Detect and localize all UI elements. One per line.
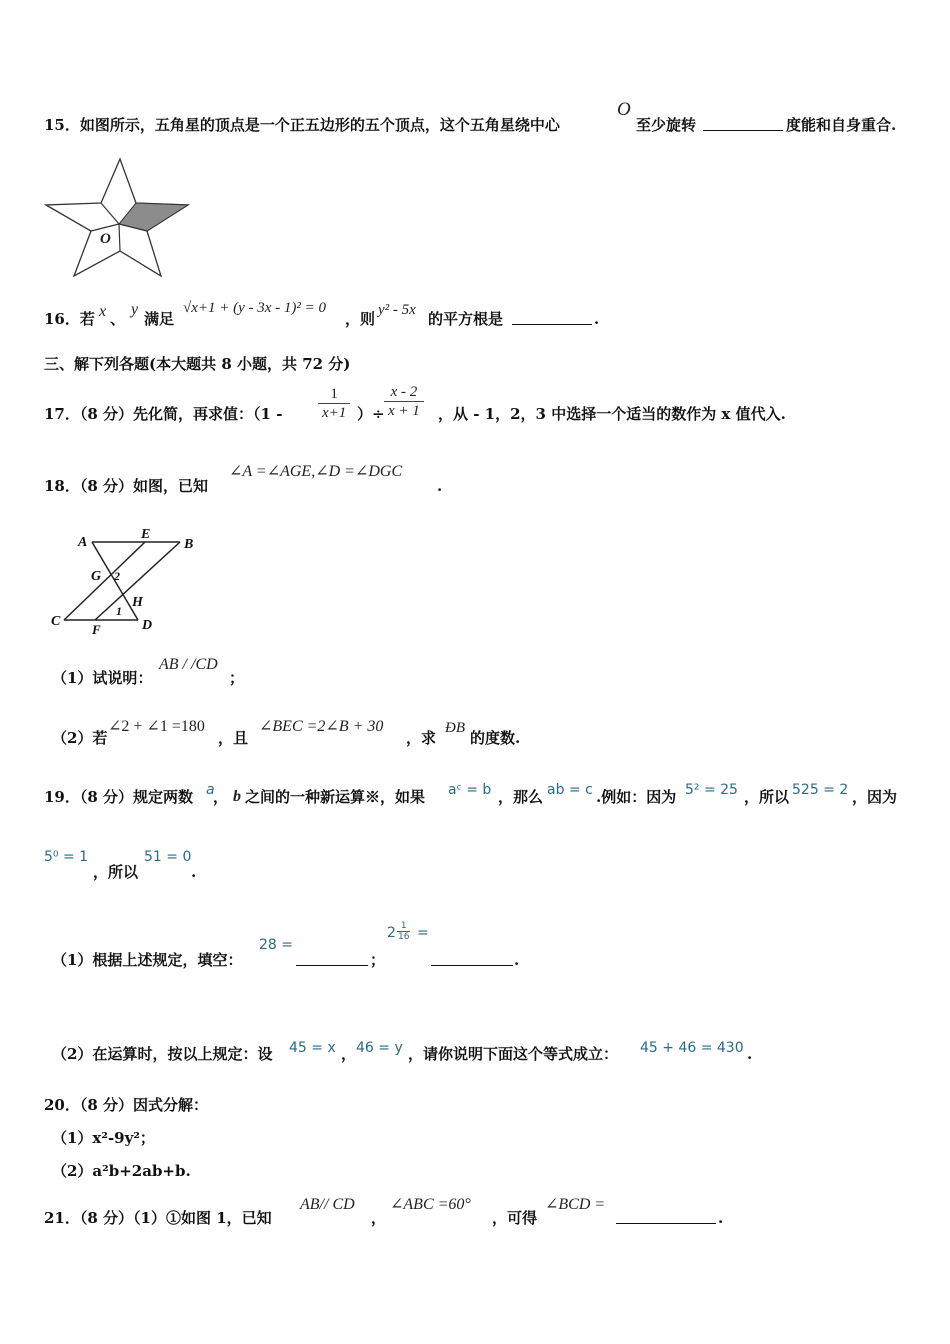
q18-part2-expr-3: ÐB bbox=[445, 720, 465, 736]
q17-paren-close: ）÷ bbox=[357, 405, 385, 423]
q19-var-b: b bbox=[233, 788, 241, 805]
q18-part1-text: （1）试说明： bbox=[52, 669, 153, 687]
q17-frac2-numerator: x - 2 bbox=[384, 383, 424, 402]
q20-text-1: 20．（8 分）因式分解： bbox=[44, 1096, 209, 1114]
q18-part2-expr-1: ∠2 + ∠1 =180 bbox=[108, 718, 205, 735]
q19-text-1: 19．（8 分）规定两数 bbox=[44, 788, 194, 806]
q19-part1-end: . bbox=[514, 951, 520, 969]
fig18-label-B: B bbox=[184, 537, 194, 552]
q19-text-3: ，那么 bbox=[498, 788, 544, 806]
q19-end: . bbox=[191, 863, 197, 881]
q16-answer-blank[interactable] bbox=[512, 310, 592, 325]
q19-cond-2: ab = c bbox=[547, 782, 593, 798]
q16-text-3: ，则 bbox=[345, 310, 376, 328]
fig18-label-F: F bbox=[92, 622, 101, 637]
q19-example-4: 51 = 0 bbox=[144, 849, 192, 865]
q19-part2-text-1: （2）在运算时，按以上规定：设 bbox=[52, 1045, 273, 1063]
fig18-label-1: 1 bbox=[116, 604, 122, 618]
q19-part1-expr-2-numerator: 1 bbox=[397, 921, 410, 932]
q19-part2-expr-3: 45 + 46 = 430 bbox=[640, 1040, 744, 1056]
fig18-label-D: D bbox=[142, 618, 153, 633]
q18-end: . bbox=[437, 477, 443, 495]
q19-var-a: a bbox=[206, 782, 215, 798]
q19-part1-expr-2-equals: = bbox=[417, 925, 429, 941]
q19-part1-expr-2-base: 2 bbox=[387, 925, 396, 941]
q16-text-4: 的平方根是 bbox=[428, 310, 504, 328]
q18-part1-expr: AB / /CD bbox=[159, 656, 218, 673]
q21-text-1: 21．（8 分）（1）①如图 1，已知 bbox=[44, 1209, 272, 1227]
q16-var-y: y bbox=[131, 301, 139, 318]
q19-example-3: 5⁰ = 1 bbox=[44, 849, 89, 865]
q16-equation: √x+1 + (y - 3x - 1)² = 0 bbox=[183, 300, 327, 316]
fig18-label-G: G bbox=[91, 569, 102, 584]
q19-text-4: .例如：因为 bbox=[596, 788, 677, 806]
q19-part2-text-2: ，请你说明下面这个等式成立： bbox=[408, 1045, 619, 1063]
q18-part2-text-4: 的度数. bbox=[470, 729, 521, 747]
q19-text-6: ，因为 bbox=[852, 788, 898, 806]
q19-text-2: 之间的一种新运算※，如果 bbox=[245, 788, 426, 806]
q18-text-1: 18．（8 分）如图，已知 bbox=[44, 477, 209, 495]
q16-end: . bbox=[594, 310, 600, 328]
q17-frac2-denominator: x + 1 bbox=[388, 403, 420, 419]
q21-expr-3: ∠BCD = bbox=[545, 1196, 606, 1213]
q17-fraction-2 bbox=[384, 383, 424, 420]
q19-text-5: ，所以 bbox=[744, 788, 790, 806]
q19-comma: ， bbox=[213, 788, 229, 806]
q19-part1-expr-1: 28 = bbox=[259, 937, 293, 953]
q19-part1-blank-1[interactable] bbox=[296, 951, 368, 966]
q17-text-2: ，从 - 1，2，3 中选择一个适当的数作为 x 值代入. bbox=[438, 405, 786, 423]
fig18-label-2: 2 bbox=[114, 569, 120, 583]
q15-text-3: 度能和自身重合. bbox=[786, 116, 897, 134]
q20-part1: （1）x²-9y²； bbox=[52, 1129, 155, 1147]
q19-part1-separator: ； bbox=[370, 951, 386, 969]
fig18-label-H: H bbox=[132, 595, 143, 610]
q17-fraction-1 bbox=[318, 385, 350, 422]
q17-frac1-numerator: 1 bbox=[318, 385, 350, 404]
q19-part2-expr-1: 45 = x bbox=[289, 1040, 336, 1056]
q19-text-7: ，所以 bbox=[93, 863, 139, 881]
q21-expr-1: AB// CD bbox=[300, 1196, 355, 1213]
q18-part2-expr-2: ∠BEC =2∠B + 30 bbox=[259, 718, 384, 735]
q19-part1-blank-2[interactable] bbox=[431, 951, 513, 966]
q18-part2-text-3: ，求 bbox=[406, 729, 437, 747]
q16-text-2: 满足 bbox=[144, 310, 175, 328]
q19-example-1: 5² = 25 bbox=[685, 782, 738, 798]
q15-answer-blank[interactable] bbox=[703, 116, 783, 131]
star-center-label: O bbox=[100, 231, 111, 247]
q19-part2-end: . bbox=[747, 1045, 753, 1063]
section-3-title: 三、解下列各题(本大题共 8 小题，共 72 分) bbox=[44, 355, 351, 373]
q19-part2-separator: ， bbox=[341, 1045, 357, 1063]
q16-text-1: 16．若 bbox=[44, 310, 95, 328]
q19-example-2: 525 = 2 bbox=[792, 782, 849, 798]
q21-text-2: ，可得 bbox=[492, 1209, 538, 1227]
q16-var-x: x bbox=[99, 303, 107, 320]
q16-expression: y² - 5x bbox=[378, 302, 416, 318]
q18-part2-text-1: （2）若 bbox=[52, 729, 108, 747]
figure-18 bbox=[48, 522, 208, 638]
q21-end: . bbox=[718, 1209, 724, 1227]
q16-separator: 、 bbox=[110, 310, 126, 328]
star-figure bbox=[44, 157, 194, 281]
q20-part2: （2）a²b+2ab+b. bbox=[52, 1162, 191, 1180]
fig18-label-A: A bbox=[78, 535, 88, 550]
q15-text-2: 至少旋转 bbox=[636, 116, 697, 134]
q15-center-symbol: O bbox=[617, 99, 631, 120]
fig18-label-C: C bbox=[51, 614, 61, 629]
q19-part2-expr-2: 46 = y bbox=[356, 1040, 403, 1056]
q15-text-1: 15．如图所示，五角星的顶点是一个正五边形的五个顶点，这个五角星绕中心 bbox=[44, 116, 560, 134]
q19-cond-1: aᶜ = b bbox=[448, 782, 492, 798]
q17-frac1-denominator: x+1 bbox=[322, 405, 347, 421]
q18-part1-end: ； bbox=[229, 669, 245, 687]
q21-answer-blank[interactable] bbox=[616, 1209, 716, 1224]
q21-separator: ， bbox=[371, 1209, 387, 1227]
q21-expr-2: ∠ABC =60° bbox=[390, 1196, 471, 1213]
q17-text-1: 17．（8 分）先化简，再求值：（1 - bbox=[44, 405, 283, 423]
q18-condition: ∠A =∠AGE,∠D =∠DGC bbox=[229, 463, 403, 480]
q19-part1-expr-2-fraction bbox=[397, 921, 410, 942]
q19-part1-text: （1）根据上述规定，填空： bbox=[52, 951, 243, 969]
fig18-label-E: E bbox=[141, 527, 151, 542]
q18-part2-text-2: ，且 bbox=[218, 729, 249, 747]
q19-part1-expr-2-denominator: 16 bbox=[398, 932, 410, 942]
